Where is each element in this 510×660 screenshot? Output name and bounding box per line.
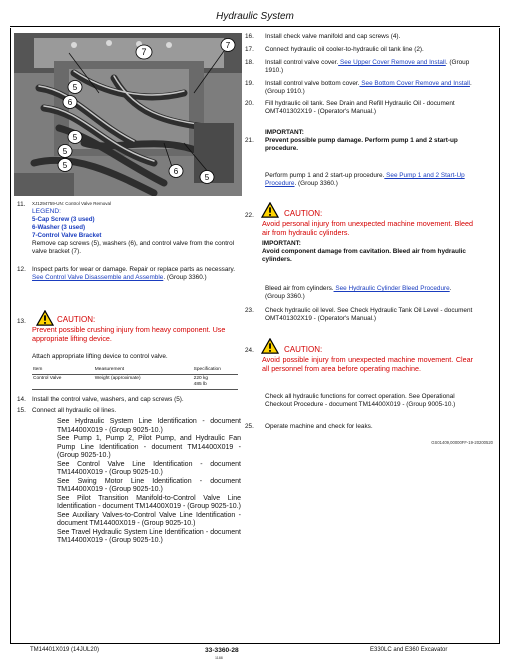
caution-text: Avoid personal injury from unexpected machine movement. Bleed air from hydraulic cylinders. [262, 219, 473, 238]
callout-5-e [200, 171, 214, 184]
callout-6-b [169, 165, 183, 178]
step-number: 23. [245, 307, 254, 314]
caution-label: CAUTION: [284, 209, 323, 218]
legend-item-bracket: 7-Control Valve Bracket [32, 232, 102, 240]
frame-right-rule [499, 28, 500, 644]
svg-text:5: 5 [72, 83, 78, 92]
svg-text:7: 7 [141, 47, 147, 57]
step-number: 11. [17, 201, 26, 208]
step-number: 12. [17, 266, 26, 273]
warning-triangle-icon [261, 338, 279, 354]
legend-item-washer: 6-Washer (3 used) [32, 224, 86, 232]
ref-item: See Swing Motor Line Identification - document TM14400X019 - (Group 9025-10.) [57, 477, 241, 494]
control-valve-illustration [14, 33, 242, 196]
link-bottom-cover[interactable]: See Bottom Cover Remove and Install [359, 80, 470, 87]
footer-page-code: 33-3360-28 [205, 647, 239, 654]
caution-label: CAUTION: [284, 345, 323, 354]
weight-spec-table [32, 366, 238, 390]
frame-left-rule [10, 28, 11, 644]
callout-6-a [63, 96, 77, 109]
legend-item-cap-screw: 5-Cap Screw (3 used) [32, 216, 95, 224]
svg-text:6: 6 [67, 98, 73, 107]
page-title: Hydraulic System [216, 11, 294, 22]
warning-triangle-icon [36, 310, 54, 326]
ref-item: See Travel Hydraulic System Line Identification - document TM14400X019 - (Group 9025-10.) [57, 528, 241, 545]
important-text: Prevent possible pump damage. Perform pump 1 and 2 start-up procedure. [265, 137, 458, 153]
page-header [10, 4, 500, 28]
ref-item: See Pilot Transition Manifold-to-Control Valve Line Identification - document TM14400X019 - (Group 9025-10.) [57, 494, 241, 511]
svg-text:6: 6 [173, 167, 179, 176]
link-cylinder-bleed[interactable]: See Hydraulic Cylinder Bleed Procedure [333, 285, 450, 292]
spec-cell-item: Control Valve [32, 375, 94, 390]
ref-item: See Control Valve Line Identification - document TM14400X019 - (Group 9025-10.) [57, 460, 241, 477]
step-number: 19. [245, 80, 254, 87]
callout-7-right [221, 39, 235, 52]
warning-triangle-icon [261, 202, 279, 218]
step-number: 18. [245, 59, 254, 66]
spec-header-measurement: Measurement [94, 366, 193, 375]
frame-bottom-rule [10, 643, 500, 644]
step-number: 17. [245, 46, 254, 53]
line-identification-references [57, 418, 241, 546]
step-number: 13. [17, 318, 26, 325]
step-number: 24. [245, 347, 254, 354]
link-control-valve-disassemble[interactable]: See Control Valve Disassemble and Assemble [32, 274, 164, 282]
spec-header-item: Item [32, 366, 94, 375]
ref-item: See Pump 1, Pump 2, Pilot Pump, and Hydraulic Fan Pump Line Identification - document TM14400X019 - (Group 9025-10.) [57, 435, 241, 460]
legend-title: LEGEND: [32, 208, 61, 215]
spec-cell-measurement: Weight (approximate) [94, 375, 193, 390]
svg-text:5: 5 [72, 133, 78, 142]
caution-text: Avoid possible injury from unexpected machine movement. Clear all personnel from area before operating machine. [262, 355, 473, 374]
caution-label: CAUTION: [57, 315, 96, 324]
ref-item: See Hydraulic System Line Identification - document TM14400X019 - (Group 9025-10.) [57, 418, 241, 434]
callout-5-d [58, 159, 72, 172]
step-number: 20. [245, 100, 254, 107]
important-label: IMPORTANT: [265, 129, 304, 136]
step-number: 21. [245, 137, 254, 144]
important-text: Avoid component damage from cavitation. Bleed air from hydraulic cylinders. [262, 248, 466, 264]
caution-text: Prevent possible crushing injury from heavy component. Use appropriate lifting device. [32, 325, 226, 344]
important-label: IMPORTANT: [262, 240, 301, 247]
footer-model: E330LC and E360 Excavator [370, 647, 448, 653]
svg-text:5: 5 [62, 161, 68, 170]
ref-item: See Auxiliary Valves-to-Control Valve Line Identification - document TM14400X019 - (Group 9025-10.) [57, 511, 241, 528]
callout-5-a [68, 81, 82, 94]
step-number: 25. [245, 423, 254, 430]
step-number: 22. [245, 212, 254, 219]
step-number: 16. [245, 33, 254, 40]
document-id: GS01409,00000FF-19-20200520 [431, 440, 493, 445]
svg-text:5: 5 [62, 147, 68, 156]
control-valve-photo [14, 33, 242, 196]
footer-page-number: 1188 [215, 656, 223, 660]
spec-cell-value: 220 kg 485 lb [193, 375, 238, 390]
footer-manual-id: TM14401X019 (14JUL20) [30, 647, 100, 653]
step-number: 15. [17, 407, 26, 414]
table-row [32, 375, 238, 390]
step-number: 14. [17, 396, 26, 403]
callout-7-top [136, 45, 152, 59]
link-upper-cover[interactable]: See Upper Cover Remove and Install [338, 59, 446, 66]
callout-5-c [58, 145, 72, 158]
svg-text:5: 5 [204, 173, 210, 182]
header-rule [10, 26, 500, 27]
figure-caption: XJ1294759-UN: Control Valve Removal [32, 201, 111, 206]
spec-header-specification: Specification [193, 366, 238, 375]
svg-text:7: 7 [225, 41, 231, 50]
callout-5-b [68, 131, 82, 144]
link-pump-startup[interactable]: See Pump 1 and 2 Start-Up Procedure [265, 172, 465, 188]
